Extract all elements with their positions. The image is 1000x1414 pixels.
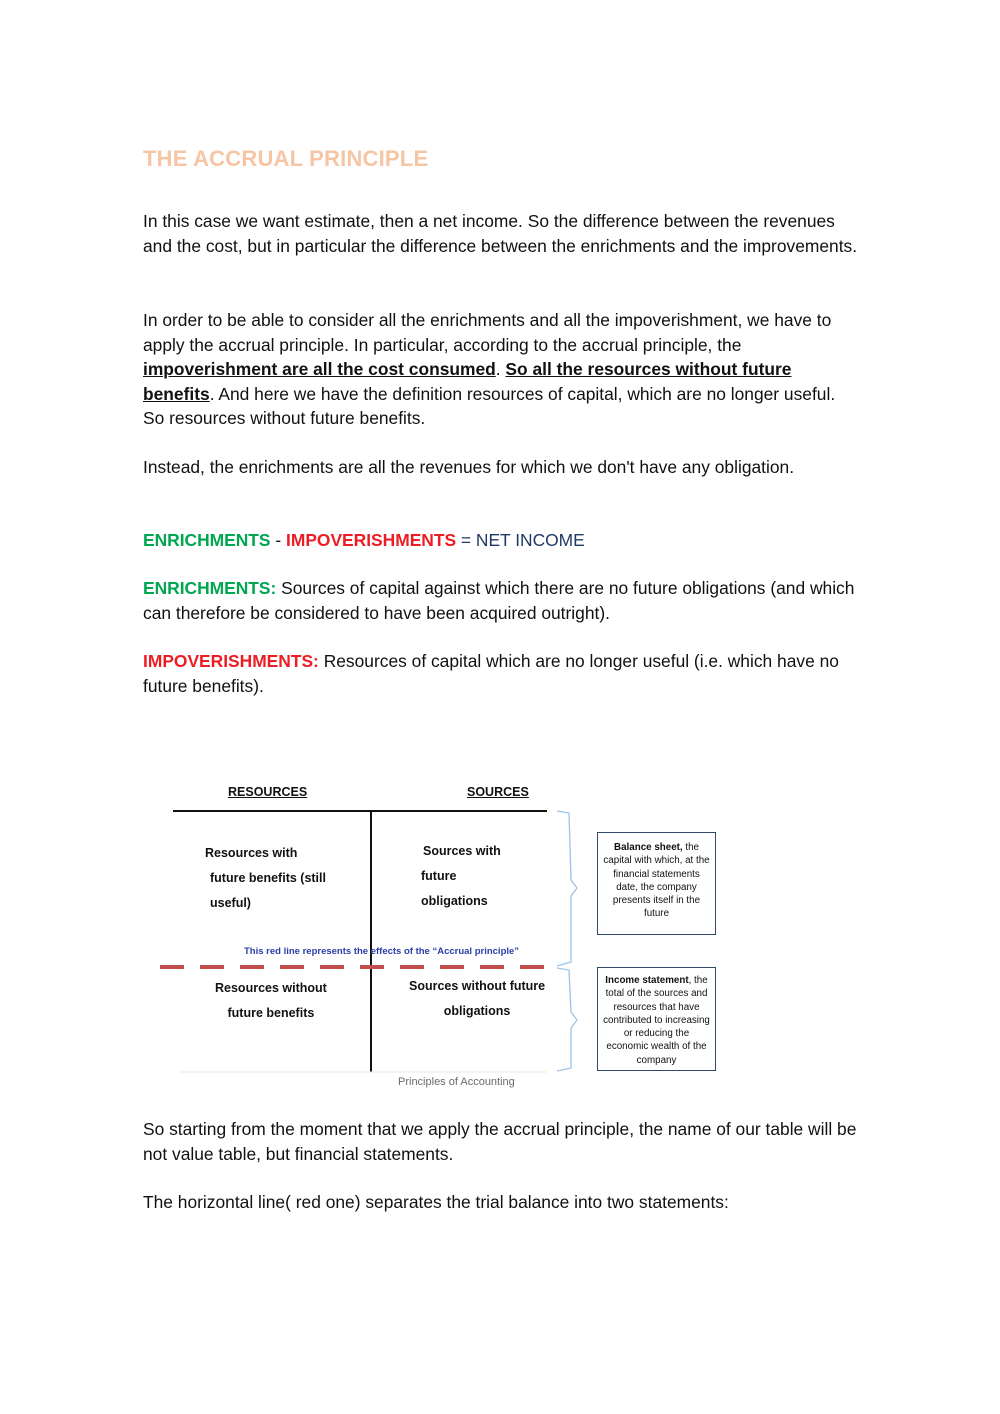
resources-header: RESOURCES [228,785,308,799]
quadrant-resources-no-future [215,976,327,1026]
emphasis-impoverishment: impoverishment are all the cost consumed [143,359,496,380]
balance-box-text: the capital with which, at the financial statements date, the company presents itself in the future [603,842,710,920]
paragraph-horizontal-line: The horizontal line( red one) separates the trial balance into two statements: [143,1192,729,1212]
paragraph-intro: In this case we want estimate, then a net income. So the difference between the revenues and the cost, but in particular the difference between the enrichments and the improvements. [143,211,858,256]
text-span: . And here we have the definition resources of capital, which are no longer useful. So resources without future benefits. [143,383,836,429]
def-impov-label: IMPOVERISHMENTS: [143,651,319,671]
eq-net-income: = NET INCOME [456,530,585,550]
income-statement-box [597,967,716,1071]
quadrant-sources-future [421,839,501,914]
red-line-note: This red line represents the effects of the “Accrual principle” [244,946,520,957]
quadrant-line: future benefits (still [210,871,326,885]
definition-impoverishments [143,649,858,698]
accrual-diagram [155,780,725,1095]
paragraph-financial-statements: So starting from the moment that we apply the accrual principle, the name of our table will be not value table, but financial statements. [143,1119,857,1164]
brace-top [557,811,577,966]
eq-impoverishments: IMPOVERISHMENTS [286,530,457,550]
paragraph-enrichments: Instead, the enrichments are all the revenues for which we don't have any obligation. [143,457,795,477]
emphasis-resources: So all the resources without future benefits [143,359,792,404]
quadrant-resources-future [205,841,326,916]
quadrant-sources-no-future [409,974,545,1024]
quadrant-line: obligations [421,894,488,908]
quadrant-line: obligations [443,1004,511,1018]
quadrant-line: Resources with [205,846,298,860]
eq-enrichments: ENRICHMENTS [143,530,271,550]
paragraph-accrual [143,308,858,431]
quadrant-line: Sources without future [409,979,546,993]
balance-sheet-box [597,832,716,935]
quadrant-line: Resources without [215,981,327,995]
definition-enrichments [143,576,858,625]
balance-box-bold: Balance sheet, [614,842,683,853]
text-span: . [495,359,506,380]
brace-bottom [557,968,577,1071]
def-impov-text: Resources of capital which are no longer useful (i.e. which have no future benefits). [143,651,839,696]
quadrant-line: future benefits [227,1006,315,1020]
eq-minus: - [270,530,287,550]
quadrant-line: Sources with [423,844,501,858]
quadrant-line: future [421,869,457,883]
def-enrich-text: Sources of capital against which there are no future obligations (and which can therefore be considered to have been acquired outright). [143,578,855,623]
page-title: THE ACCRUAL PRINCIPLE [143,146,429,171]
figure-caption: Principles of Accounting [398,1076,515,1088]
quadrant-line: useful) [210,896,251,910]
income-box-text: , the total of the sources and resources that have contributed to increasing or reducing the economic wealth of the company [603,975,710,1066]
sources-header: SOURCES [467,785,529,799]
equation-line [143,528,858,553]
text-span: In order to be able to consider all the enrichments and all the impoverishment, we have to apply the accrual principle. In particular, according to the accrual principle, the [143,310,832,355]
def-enrich-label: ENRICHMENTS: [143,578,277,598]
income-box-bold: Income statement [605,975,689,986]
